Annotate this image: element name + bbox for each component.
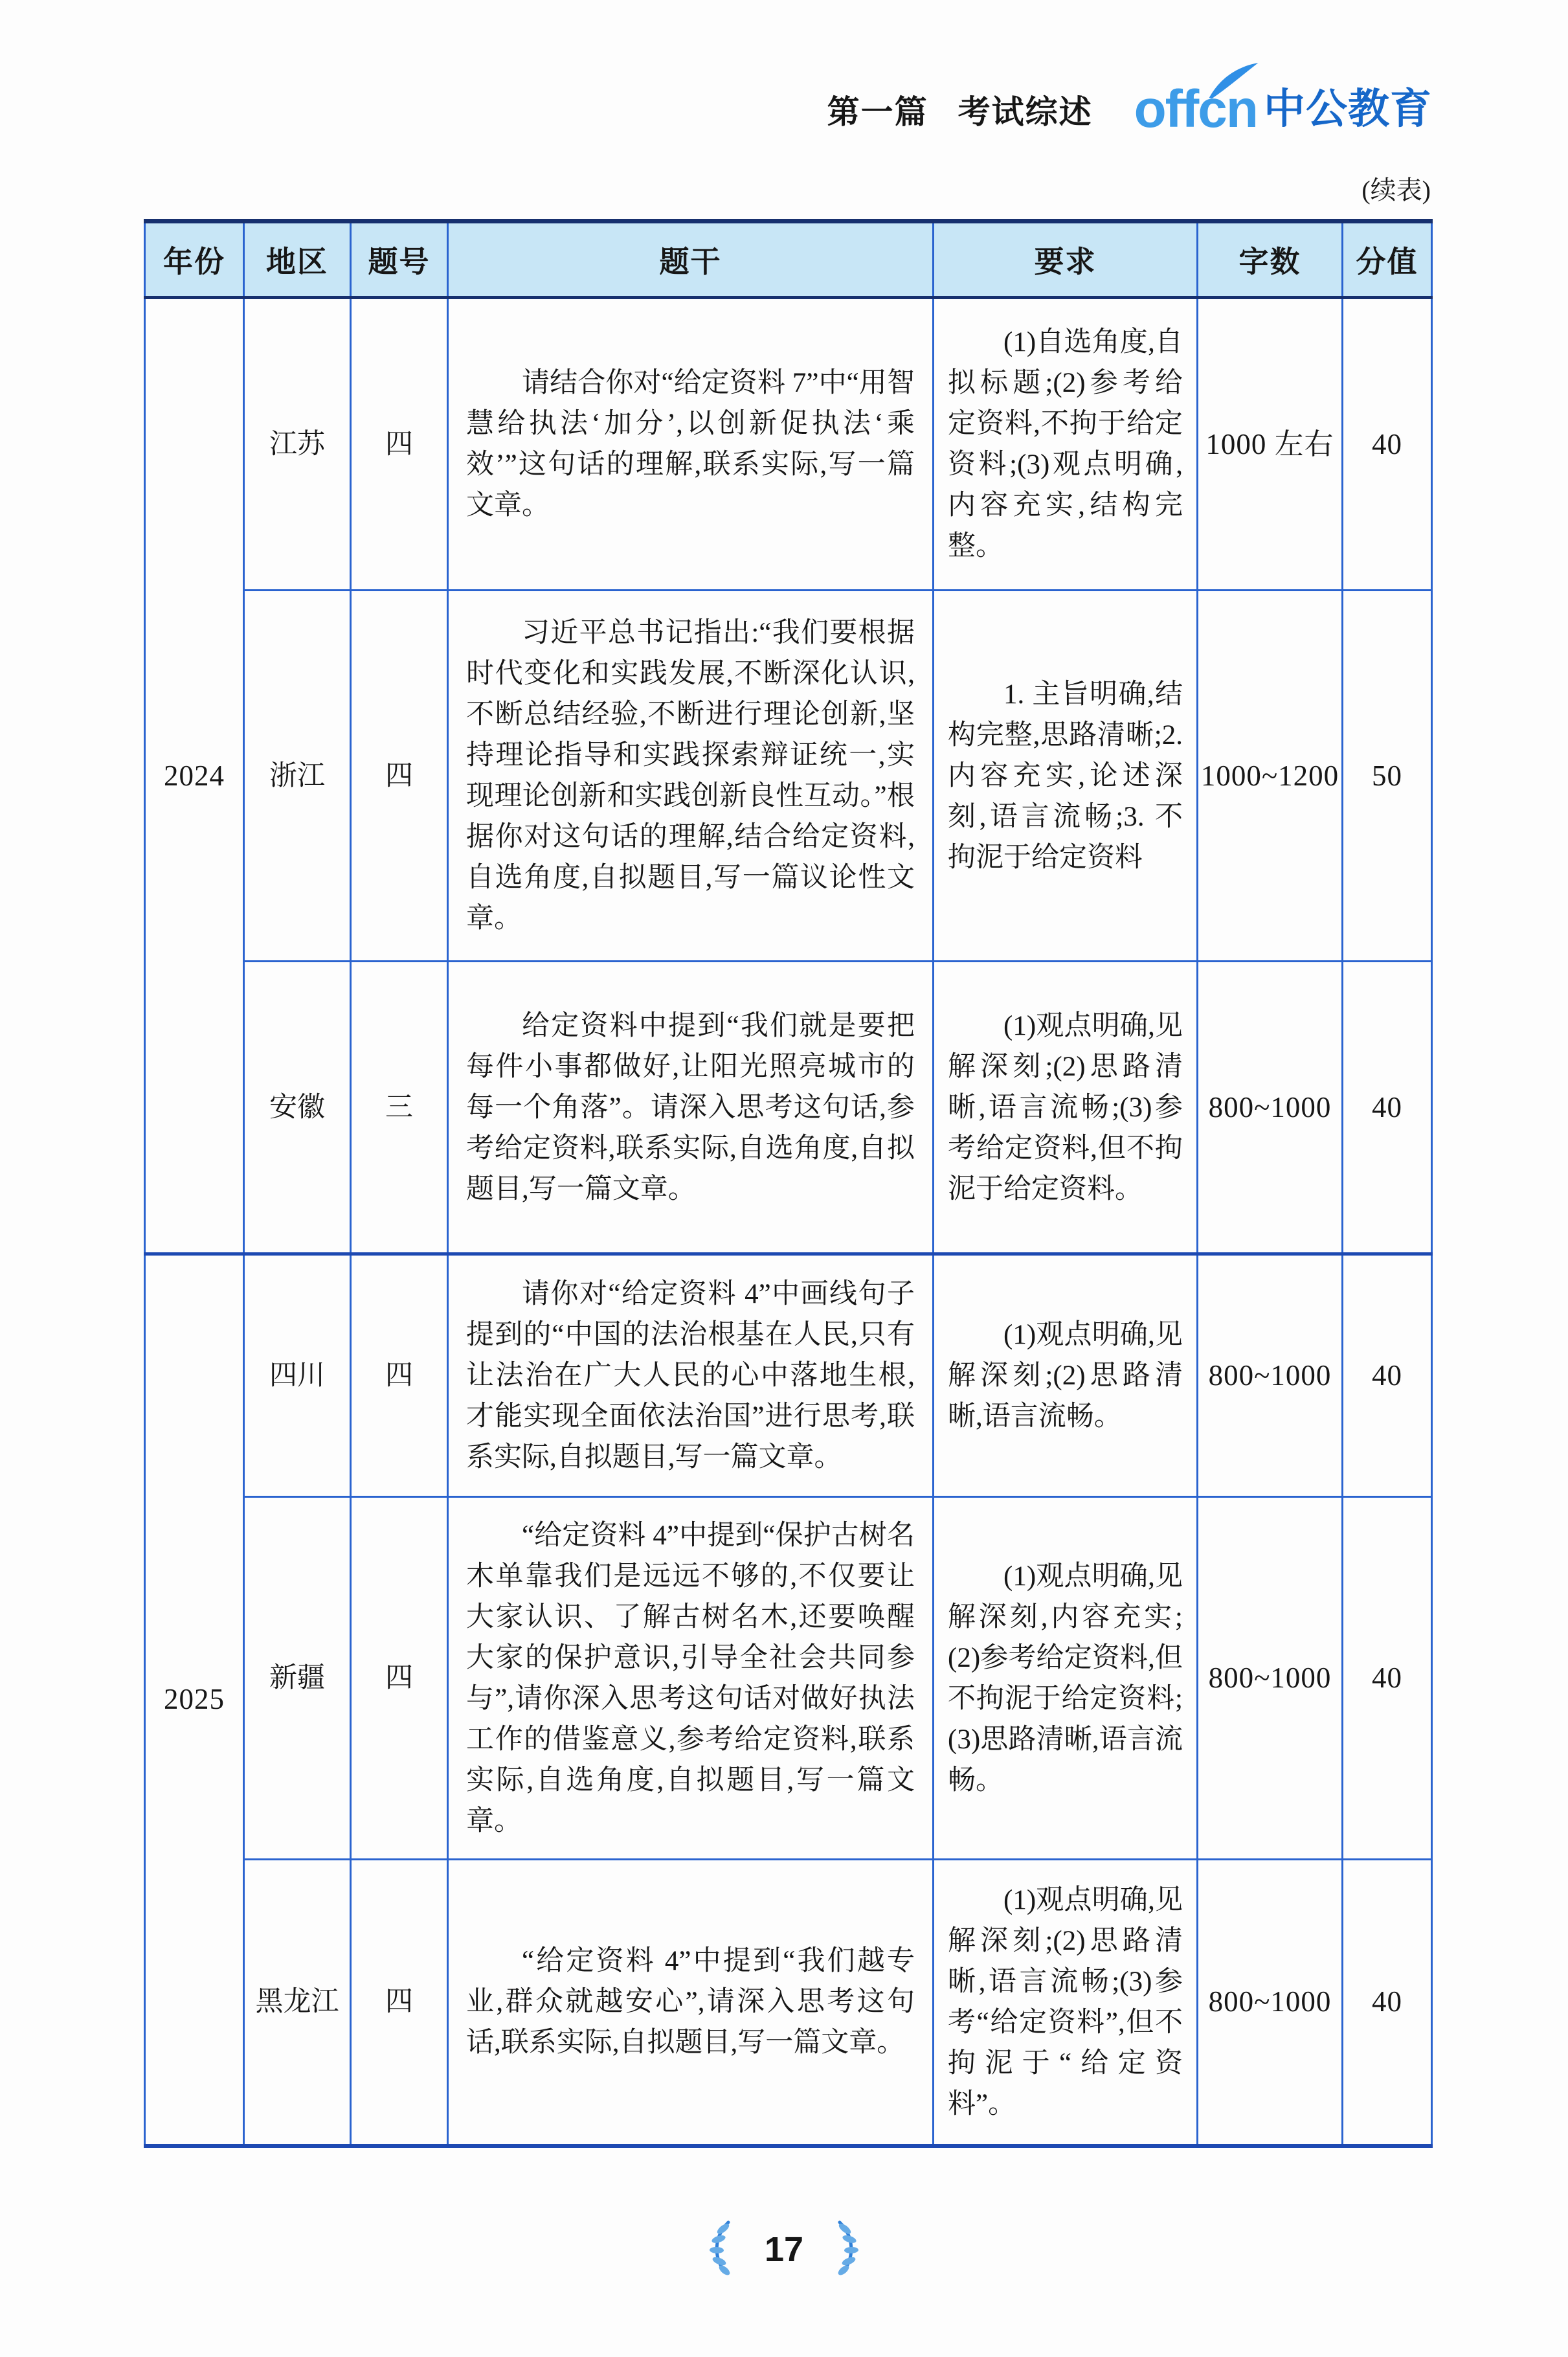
question-number-cell: 三 [351,962,448,1254]
exam-questions-table [144,219,1433,2148]
logo-brand-name: 中公教育 [1264,86,1432,132]
question-number-cell: 四 [351,298,448,591]
logo-wordmark-wrap [1134,80,1257,139]
region-cell: 安徽 [244,962,351,1254]
requirements-cell [934,591,1198,962]
table-row [145,1254,1432,1497]
stem-text: “给定资料 4”中提到“我们越专业,群众就越安心”,请深入思考这句话,联系实际,自拟题目,写一篇文章。 [466,1946,915,2058]
score-cell: 50 [1343,591,1432,962]
score-cell: 40 [1343,962,1432,1254]
question-number-cell: 四 [351,591,448,962]
question-number-cell: 四 [351,1860,448,2146]
requirements-cell [934,962,1198,1254]
stem-cell [448,1254,934,1497]
laurel-left-icon [704,2220,735,2279]
score-cell: 40 [1343,298,1432,591]
region-cell: 四川 [244,1254,351,1497]
offcn-logo [1134,80,1432,139]
logo-wordmark: offcn [1134,80,1257,139]
page-footer [0,2220,1568,2279]
region-cell: 新疆 [244,1497,351,1860]
requirements-text: (1)观点明确,见解深刻;(2)思路清晰,语言流畅;(3)参考给定资料,但不拘泥于给定资料。 [948,1010,1183,1204]
column-header-number: 题号 [351,221,448,298]
stem-text: 给定资料中提到“我们就是要把每件小事都做好,让阳光照亮城市的每一个角落”。请深入思考这句话,参考给定资料,联系实际,自选角度,自拟题目,写一篇文章。 [466,1010,915,1204]
word-count-cell: 1000~1200 [1198,591,1343,962]
stem-cell [448,962,934,1254]
stem-cell [448,1497,934,1860]
table-header-row [145,221,1432,298]
page-number: 17 [764,2229,804,2269]
requirements-cell [934,1860,1198,2146]
score-cell: 40 [1343,1254,1432,1497]
score-cell: 40 [1343,1497,1432,1860]
region-cell: 江苏 [244,298,351,591]
stem-text: 请你对“给定资料 4”中画线句子提到的“中国的法治根基在人民,只有让法治在广大人民的心中落地生根,才能实现全面依法治国”进行思考,联系实际,自拟题目,写一篇文章。 [466,1279,915,1472]
region-cell: 黑龙江 [244,1860,351,2146]
word-count-cell: 1000 左右 [1198,298,1343,591]
requirements-cell [934,298,1198,591]
requirements-text: (1)观点明确,见解深刻,内容充实;(2)参考给定资料,但不拘泥于给定资料;(3)思路清晰,语言流畅。 [948,1561,1183,1796]
page-header [827,80,1432,139]
requirements-text: (1)自选角度,自拟标题;(2)参考给定资料,不拘于给定资料;(3)观点明确,内容充实,结构完整。 [948,327,1183,561]
table-row [145,1497,1432,1860]
region-cell: 浙江 [244,591,351,962]
question-number-cell: 四 [351,1497,448,1860]
stem-cell [448,1860,934,2146]
word-count-cell: 800~1000 [1198,1497,1343,1860]
laurel-right-icon [833,2220,864,2279]
year-cell: 2025 [145,1254,244,2146]
continued-table-note: (续表) [1361,175,1431,205]
column-header-stem: 题干 [448,221,934,298]
column-header-requirements: 要求 [934,221,1198,298]
word-count-cell: 800~1000 [1198,1254,1343,1497]
requirements-cell [934,1254,1198,1497]
column-header-region: 地区 [244,221,351,298]
column-header-word-count: 字数 [1198,221,1343,298]
word-count-cell: 800~1000 [1198,962,1343,1254]
stem-text: 习近平总书记指出:“我们要根据时代变化和实践发展,不断深化认识,不断总结经验,不断进行理论创新,坚持理论指导和实践探索辩证统一,实现理论创新和实践创新良性互动。”根据你对这句话的理解,结合给定资料,自选角度,自拟题目,写一篇议论性文章。 [466,618,915,934]
table-row [145,1860,1432,2146]
stem-cell [448,591,934,962]
section-label: 第一篇 [827,94,928,130]
stem-text: 请结合你对“给定资料 7”中“用智慧给执法‘加分’,以创新促执法‘乘效’”这句话的理解,联系实际,写一篇文章。 [466,368,915,521]
table-row [145,962,1432,1254]
word-count-cell: 800~1000 [1198,1860,1343,2146]
stem-text: “给定资料 4”中提到“保护古树名木单靠我们是远远不够的,不仅要让大家认识、了解古树名木,还要唤醒大家的保护意识,引导全社会共同参与”,请你深入思考这句话对做好执法工作的借鉴意义,参考给定资料,联系实际,自选角度,自拟题目,写一篇文章。 [466,1520,915,1836]
requirements-text: 1. 主旨明确,结构完整,思路清晰;2. 内容充实,论述深刻,语言流畅;3. 不拘泥于给定资料 [948,679,1183,873]
requirements-cell [934,1497,1198,1860]
question-number-cell: 四 [351,1254,448,1497]
table-row [145,591,1432,962]
table-row [145,298,1432,591]
year-cell: 2024 [145,298,244,1254]
stem-cell [448,298,934,591]
requirements-text: (1)观点明确,见解深刻;(2)思路清晰,语言流畅;(3)参考“给定资料”,但不拘泥于“给定资料”。 [948,1884,1183,2119]
column-header-score: 分值 [1343,221,1432,298]
column-header-year: 年份 [145,221,244,298]
score-cell: 40 [1343,1860,1432,2146]
requirements-text: (1)观点明确,见解深刻;(2)思路清晰,语言流畅。 [948,1320,1183,1432]
section-title: 考试综述 [958,94,1093,130]
